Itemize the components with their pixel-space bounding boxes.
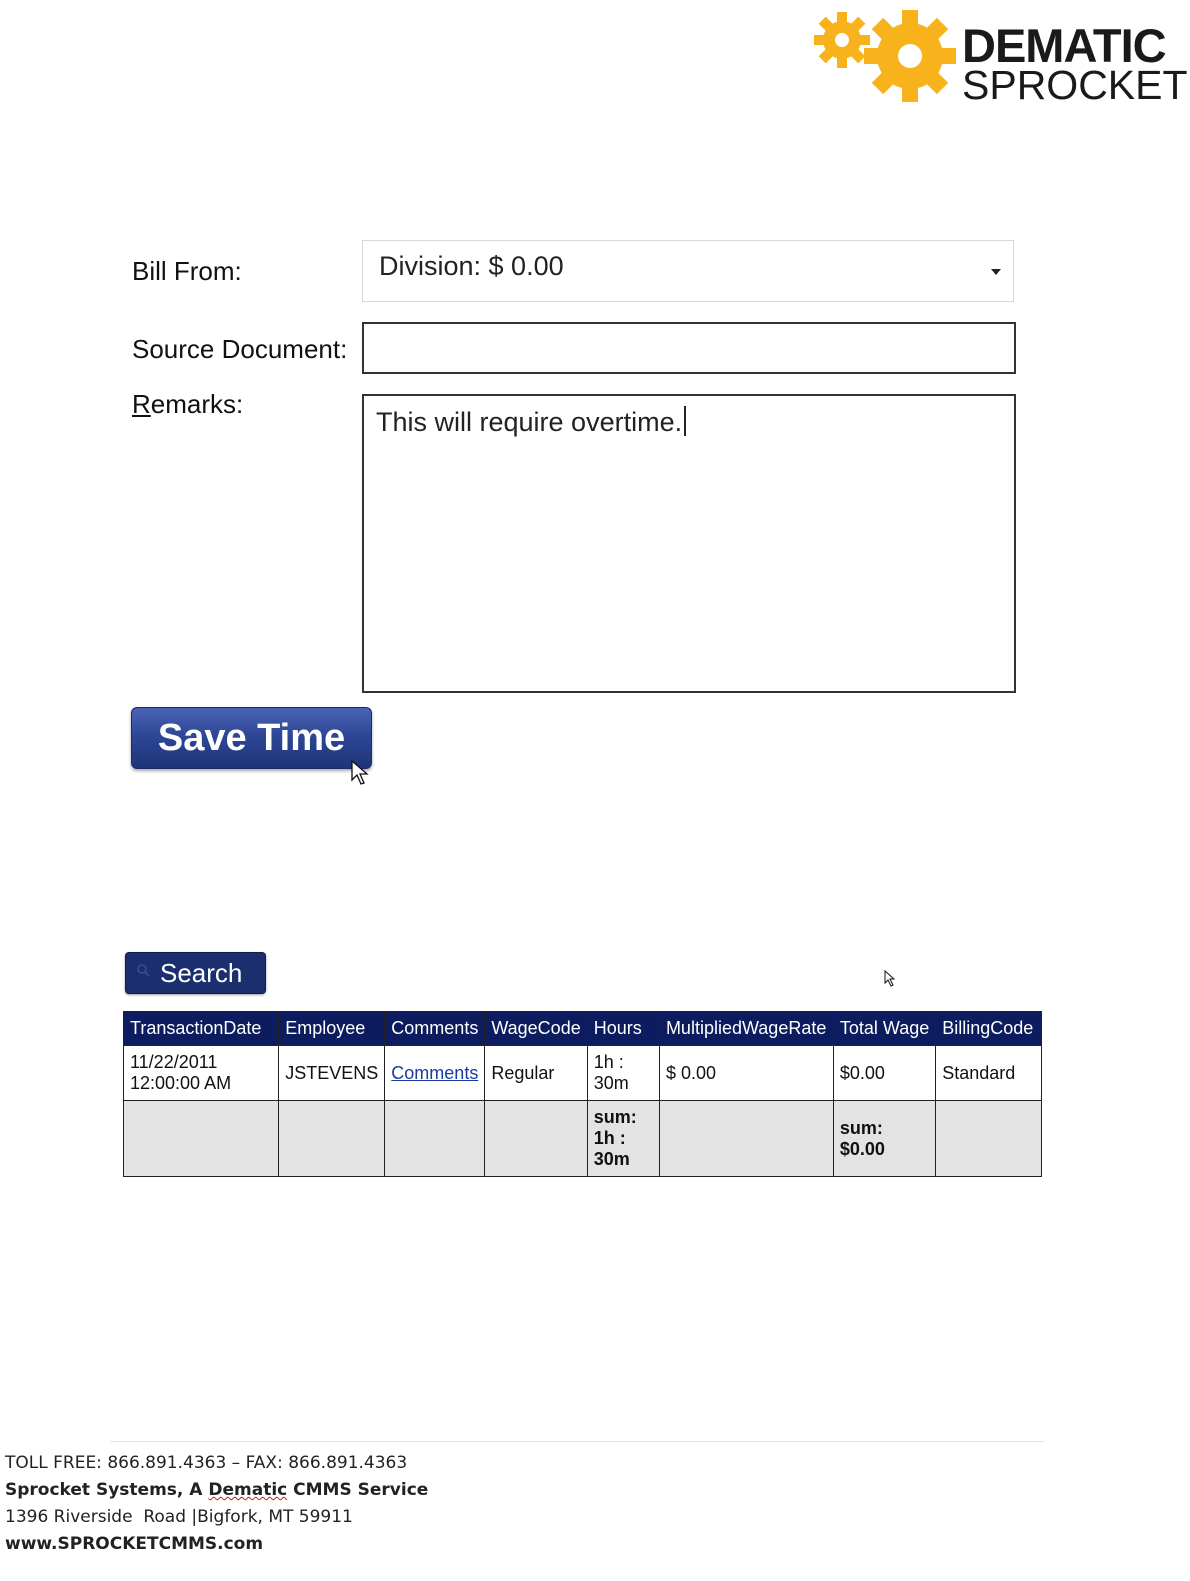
minutes-part: 30m [593, 1073, 629, 1093]
cell-billing-code: Standard [936, 1046, 1042, 1101]
footer-company-brand: Dematic [208, 1480, 288, 1500]
remarks-label-text: emarks: [150, 389, 244, 419]
summary-cell-empty [485, 1101, 587, 1177]
bill-from-select[interactable] [362, 240, 1014, 302]
summary-cell-empty [936, 1101, 1042, 1177]
cell-comments [385, 1046, 485, 1101]
table-header-row [124, 1012, 1042, 1046]
col-header-transaction-date[interactable]: TransactionDate [124, 1012, 279, 1046]
company-logo [812, 8, 1188, 108]
text-caret [684, 406, 686, 436]
logo-line-sprocket: SPROCKET [962, 62, 1188, 108]
remarks-label [132, 389, 243, 420]
comments-link[interactable]: Comments [391, 1062, 479, 1083]
sum-total-wage: $0.00 [839, 1138, 885, 1159]
bill-from-selected-value: Division: $ 0.00 [379, 251, 564, 281]
footer-phone: TOLL FREE: 866.891.4363 – FAX: 866.891.4363 [5, 1453, 408, 1473]
remarks-value: This will require overtime. [376, 407, 683, 437]
mouse-pointer-icon [351, 760, 369, 786]
cell-employee: JSTEVENS [279, 1046, 385, 1101]
time-part: 12:00:00 AM [130, 1073, 232, 1093]
mouse-pointer-icon-2 [884, 970, 896, 988]
col-header-multiplied-wage-rate[interactable]: MultipliedWageRate [659, 1012, 833, 1046]
cell-total-wage: $0.00 [833, 1046, 935, 1101]
source-document-label: Source Document: [132, 334, 348, 364]
col-header-billing-code[interactable]: BillingCode [936, 1012, 1042, 1046]
summary-cell-empty [124, 1101, 279, 1177]
summary-cell-hours [587, 1101, 659, 1177]
bill-from-label: Bill From: [132, 256, 242, 286]
footer-divider [110, 1441, 1044, 1442]
col-header-total-wage[interactable]: Total Wage [833, 1012, 935, 1046]
table-row [124, 1046, 1042, 1101]
chevron-down-icon [991, 269, 1001, 275]
sum-label: sum: [593, 1107, 637, 1127]
logo-line-dematic: DEMATIC [962, 19, 1166, 72]
footer-company [5, 1477, 428, 1504]
search-button[interactable] [125, 952, 266, 994]
footer-address: 1396 Riverside Road |Bigfork, MT 59911 [5, 1507, 353, 1527]
sum-minutes: 30m [593, 1149, 630, 1169]
search-icon [136, 963, 150, 977]
summary-cell-empty [385, 1101, 485, 1177]
logo-wordmark [962, 19, 1188, 108]
source-document-input[interactable] [362, 322, 1016, 374]
summary-cell-empty [659, 1101, 833, 1177]
time-entries-table [123, 1011, 1042, 1177]
save-time-button[interactable]: Save Time [131, 707, 372, 769]
col-header-employee[interactable]: Employee [279, 1012, 385, 1046]
remarks-value-wrapper [376, 406, 686, 438]
remarks-textarea[interactable] [362, 394, 1016, 693]
summary-cell-empty [279, 1101, 385, 1177]
footer-website[interactable]: www.SPROCKETCMMS.com [5, 1534, 264, 1554]
date-part: 11/22/2011 [130, 1052, 218, 1072]
sum-label: sum: [839, 1117, 883, 1138]
col-header-hours[interactable]: Hours [587, 1012, 659, 1046]
cell-multiplied-wage-rate: $ 0.00 [659, 1046, 833, 1101]
hours-part: 1h : [593, 1052, 624, 1072]
search-button-label: Search [160, 958, 243, 988]
footer-company-suffix: CMMS Service [287, 1480, 429, 1500]
gears-icon [812, 8, 962, 104]
cell-transaction-date [124, 1046, 279, 1101]
remarks-label-accesskey: R [132, 389, 151, 419]
col-header-wage-code[interactable]: WageCode [485, 1012, 587, 1046]
footer [5, 1450, 428, 1558]
footer-company-prefix: Sprocket Systems, A [5, 1480, 209, 1500]
sum-hours: 1h : [593, 1128, 626, 1148]
cell-wage-code: Regular [485, 1046, 587, 1101]
col-header-comments[interactable]: Comments [385, 1012, 485, 1046]
table-summary-row [124, 1101, 1042, 1177]
cell-hours [587, 1046, 659, 1101]
summary-cell-total-wage [833, 1101, 935, 1177]
